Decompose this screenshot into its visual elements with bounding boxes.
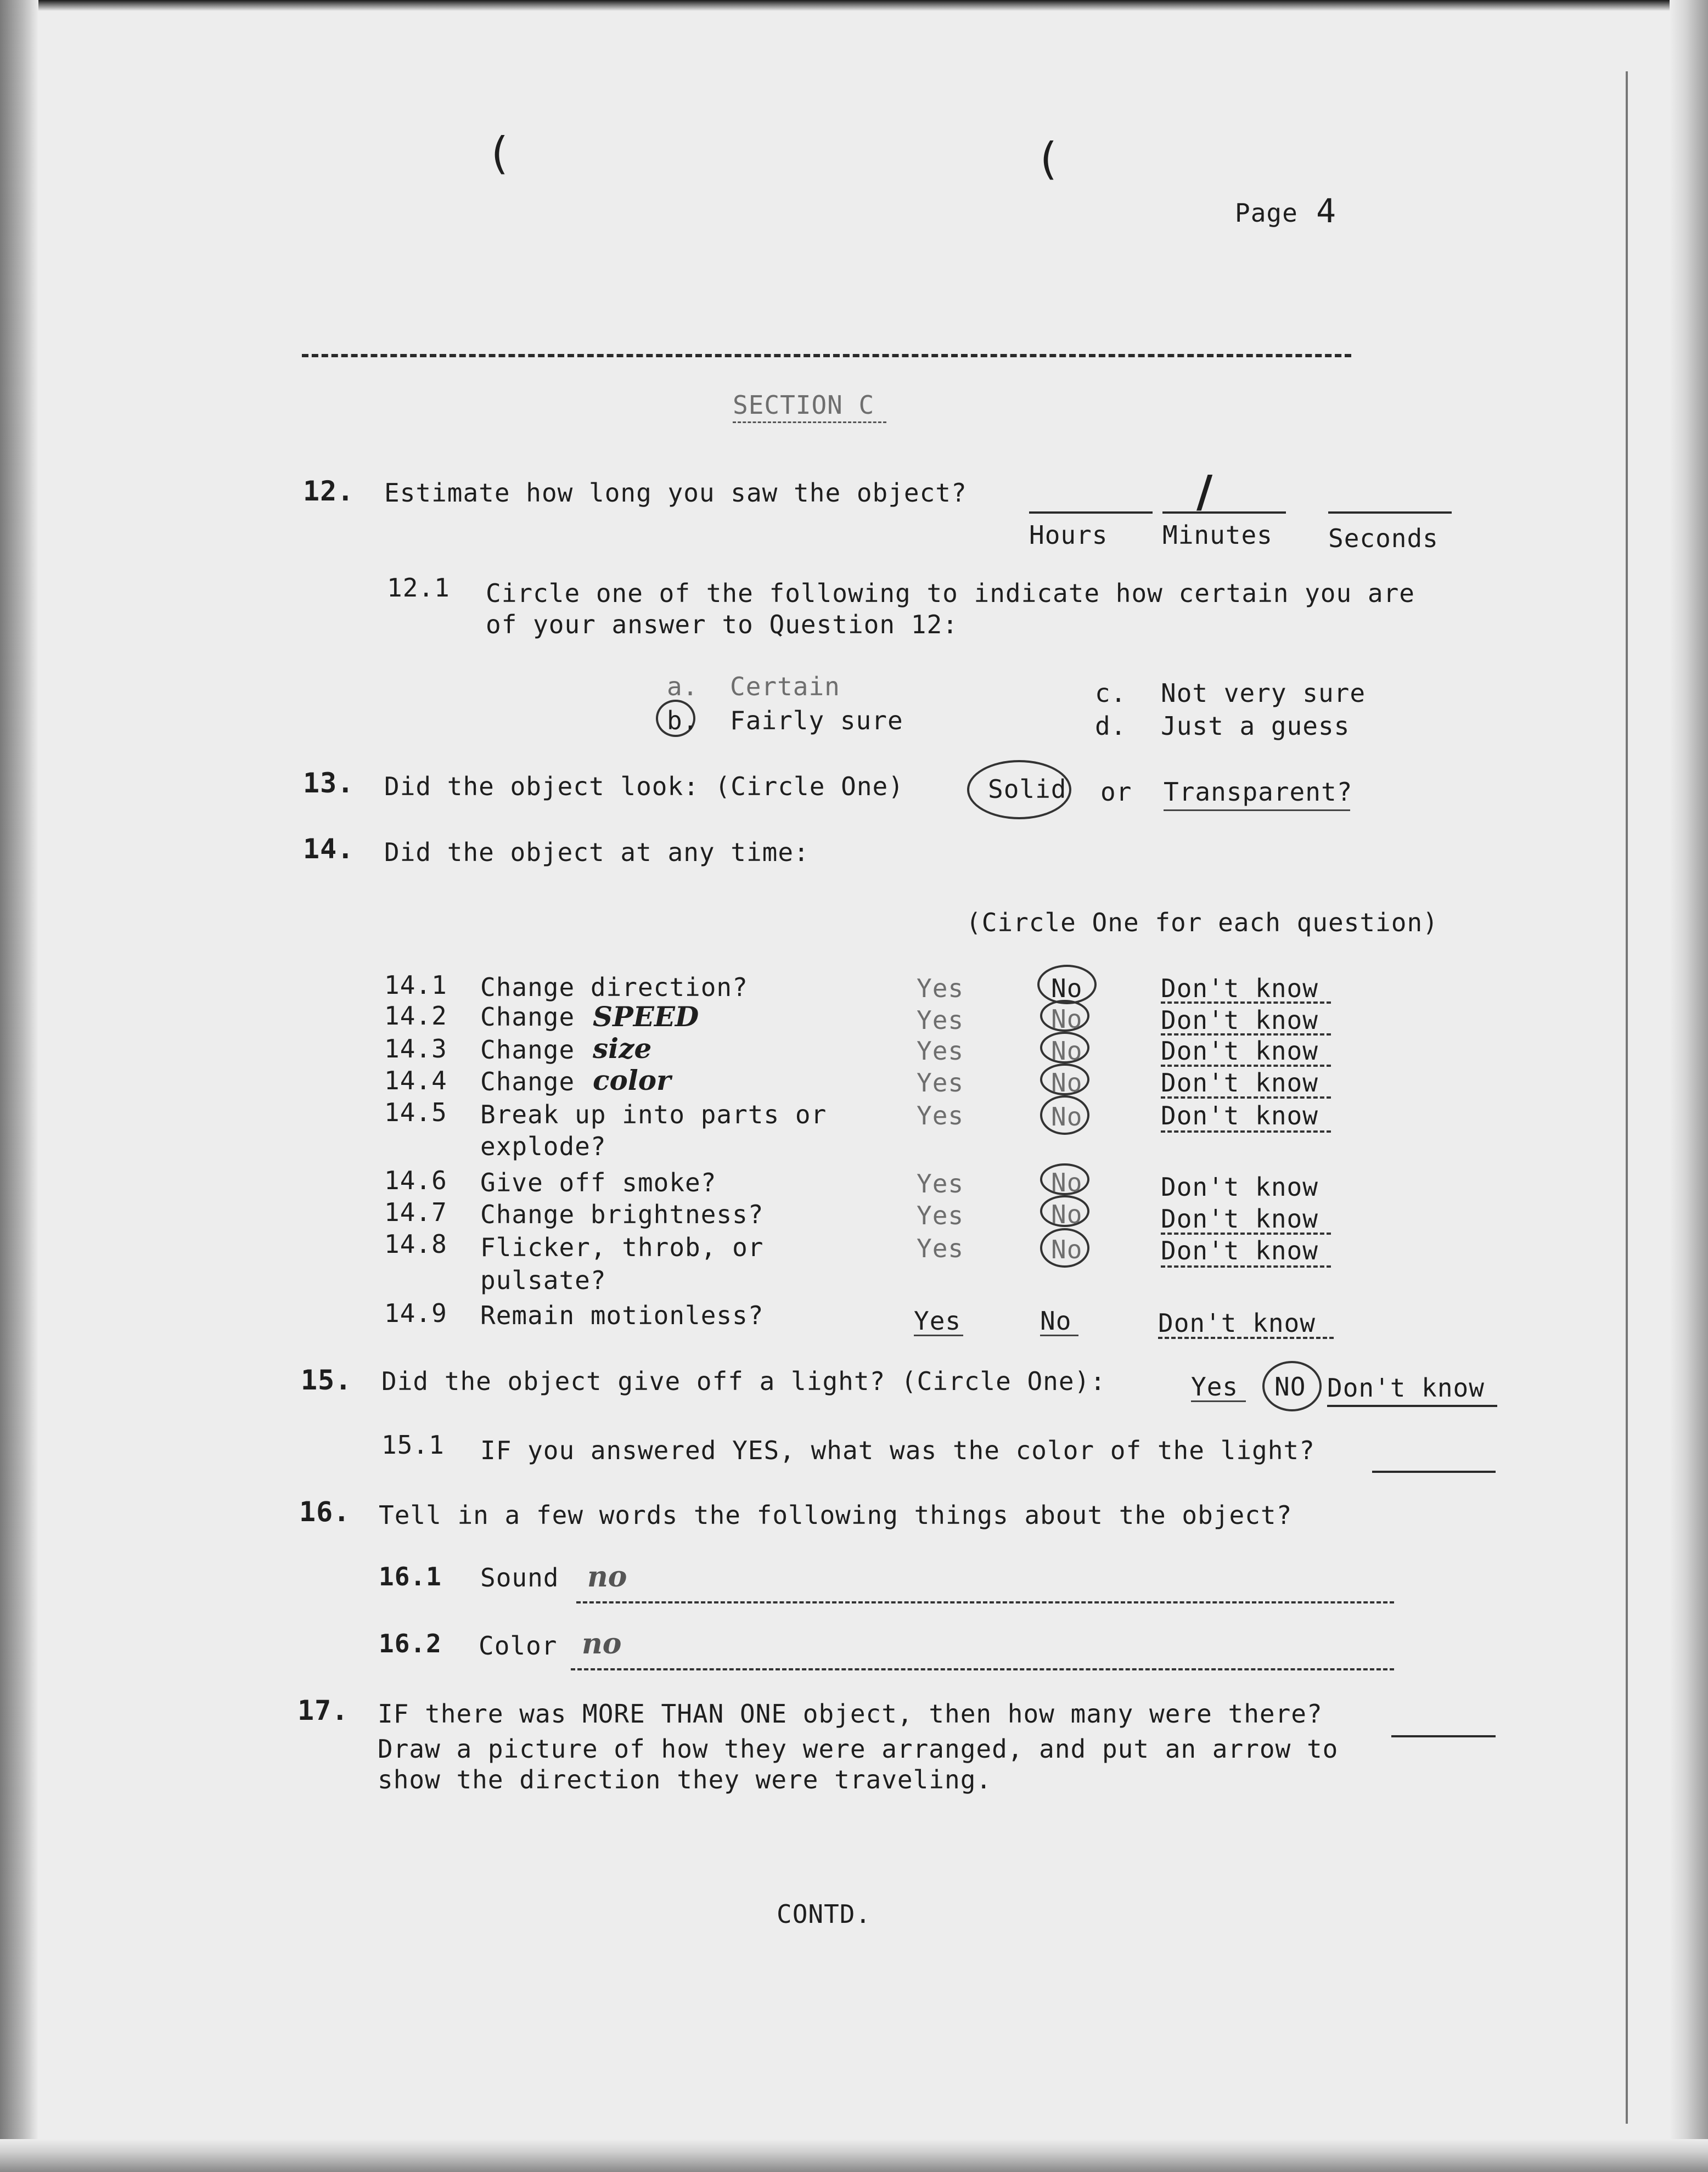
q14-9-number: 14.9 [384, 1298, 447, 1328]
q15-text: Did the object give off a light? (Circle One): [381, 1366, 1106, 1396]
q12-hours-label: Hours [1029, 520, 1108, 550]
q17-answer-blank [1391, 1735, 1496, 1737]
q14-4-handwritten: color [593, 1064, 671, 1096]
q12-minutes-blank [1162, 511, 1286, 514]
q14-7-yes: Yes [917, 1201, 964, 1230]
q14-7-dk-underline [1161, 1233, 1331, 1235]
q16-1-label: Sound [480, 1563, 559, 1593]
q14-text: Did the object at any time: [384, 837, 810, 867]
q14-9-no-underline [1040, 1335, 1078, 1336]
q12-1-option-b-text: Fairly sure [730, 706, 903, 735]
q13-number: 13. [303, 767, 355, 799]
q14-6-dk: Don't know [1161, 1172, 1318, 1202]
q12-1-line1: Circle one of the following to indicate how certain you are [486, 578, 1415, 608]
q12-1-option-c-letter: c. [1095, 678, 1127, 708]
paren-right: ( [1035, 133, 1062, 184]
q14-6-text: Give off smoke? [480, 1168, 717, 1197]
q14-2-no: No [1051, 1004, 1083, 1034]
q12-minutes-answer: / [1196, 465, 1213, 517]
q16-1-answer: no [587, 1560, 627, 1594]
q15-dk-underline [1327, 1405, 1497, 1407]
q12-text: Estimate how long you saw the object? [384, 478, 967, 508]
q12-1-line2: of your answer to Question 12: [486, 610, 958, 639]
q12-1-option-d-text: Just a guess [1161, 711, 1350, 741]
q14-4-dk-underline [1161, 1096, 1331, 1099]
right-margin-rule [1626, 71, 1628, 2124]
q16-2-number: 16.2 [379, 1629, 442, 1658]
q13-transparent-underline [1164, 809, 1350, 811]
scan-edge-bottom [0, 2139, 1708, 2172]
q14-8-dk-underline [1161, 1265, 1331, 1268]
q13-solid: Solid [988, 774, 1067, 804]
q14-4-text: Change [480, 1067, 575, 1096]
q14-6-yes: Yes [917, 1169, 964, 1198]
q15-number: 15. [301, 1364, 352, 1396]
q16-text: Tell in a few words the following things about the object? [379, 1500, 1293, 1530]
q14-1-text: Change direction? [480, 972, 748, 1002]
q12-1-option-d-letter: d. [1095, 711, 1127, 741]
q14-8-no: No [1051, 1235, 1083, 1264]
q16-number: 16. [299, 1496, 351, 1528]
q14-4-no: No [1051, 1068, 1083, 1098]
q12-seconds-label: Seconds [1328, 524, 1439, 553]
q14-4-dk: Don't know [1161, 1068, 1318, 1098]
q14-instruction: (Circle One for each question) [966, 908, 1439, 937]
q14-9-no: No [1040, 1306, 1072, 1336]
q15-yes: Yes [1191, 1372, 1239, 1402]
q15-1-answer-blank [1372, 1471, 1496, 1473]
q12-hours-blank [1029, 511, 1153, 514]
q14-4-yes: Yes [917, 1068, 964, 1098]
q14-1-no: No [1051, 974, 1083, 1003]
scan-edge-right [1670, 0, 1708, 2172]
q14-3-handwritten: size [593, 1032, 652, 1065]
q16-2-label: Color [479, 1631, 558, 1661]
q14-2-dk: Don't know [1161, 1005, 1318, 1035]
q14-9-text: Remain motionless? [480, 1301, 764, 1330]
q14-8-text: Flicker, throb, or [480, 1233, 764, 1262]
q14-1-number: 14.1 [384, 970, 447, 1000]
q14-3-text: Change [480, 1035, 575, 1065]
scan-edge-left [0, 0, 38, 2172]
q15-1-number: 15.1 [381, 1430, 445, 1460]
q14-8-yes: Yes [917, 1234, 964, 1263]
q14-7-dk: Don't know [1161, 1204, 1318, 1234]
q14-2-text: Change [480, 1002, 575, 1032]
q13-or: or [1100, 777, 1132, 807]
q14-5-dk: Don't know [1161, 1101, 1318, 1130]
q14-4-number: 14.4 [384, 1066, 447, 1095]
q14-5-text: Break up into parts or [480, 1100, 827, 1129]
q14-3-dk-underline [1161, 1065, 1331, 1067]
q14-9-yes: Yes [914, 1306, 962, 1336]
q16-2-answer: no [582, 1627, 622, 1661]
q16-1-answer-line [576, 1601, 1394, 1603]
q14-6-no: No [1051, 1168, 1083, 1197]
scan-edge-top [0, 0, 1708, 11]
q14-3-number: 14.3 [384, 1034, 447, 1064]
q12-number: 12. [303, 475, 355, 507]
q14-5-number: 14.5 [384, 1098, 447, 1127]
q12-1-option-c-text: Not very sure [1161, 678, 1366, 708]
page-number: 4 [1316, 192, 1337, 230]
q14-2-number: 14.2 [384, 1001, 447, 1031]
q14-3-yes: Yes [917, 1036, 964, 1066]
q14-2-yes: Yes [917, 1005, 964, 1035]
contd: CONTD. [777, 1899, 872, 1929]
q14-6-number: 14.6 [384, 1166, 447, 1195]
q14-5-no: No [1051, 1102, 1083, 1132]
q14-5-dk-underline [1161, 1130, 1331, 1133]
q13-transparent: Transparent? [1164, 777, 1353, 807]
q17-line1: IF there was MORE THAN ONE object, then how many were there? [378, 1699, 1323, 1729]
q12-1-option-b-letter: b. [667, 706, 699, 735]
q14-1-dk: Don't know [1161, 974, 1318, 1003]
q14-1-yes: Yes [917, 974, 964, 1003]
q14-8-number: 14.8 [384, 1229, 447, 1259]
q14-2-dk-underline [1161, 1033, 1331, 1036]
q12-1-number: 12.1 [387, 573, 450, 603]
q14-8-dk: Don't know [1161, 1236, 1318, 1265]
q17-number: 17. [297, 1695, 349, 1726]
q15-dk: Don't know [1327, 1373, 1485, 1403]
header-rule [302, 354, 1351, 357]
q16-1-number: 16.1 [379, 1562, 442, 1591]
q14-number: 14. [303, 833, 355, 865]
q14-7-number: 14.7 [384, 1197, 447, 1227]
q15-no: NO [1274, 1372, 1306, 1402]
q15-yes-underline [1191, 1400, 1246, 1402]
q14-9-dk: Don't know [1158, 1308, 1316, 1338]
q14-2-handwritten: SPEED [593, 1000, 699, 1033]
q14-9-yes-underline [914, 1335, 963, 1336]
q14-5-text2: explode? [480, 1132, 606, 1161]
section-title: SECTION C [733, 390, 875, 420]
q14-3-no: No [1051, 1036, 1083, 1066]
q14-7-no: No [1051, 1200, 1083, 1229]
page-label: Page [1235, 198, 1298, 228]
q15-1-text: IF you answered YES, what was the color of the light? [480, 1436, 1315, 1465]
q14-9-dk-underline [1158, 1337, 1334, 1339]
q16-2-answer-line [571, 1668, 1394, 1670]
q17-line3: show the direction they were traveling. [378, 1765, 992, 1794]
paren-left: ( [486, 128, 513, 179]
q12-minutes-label: Minutes [1162, 520, 1273, 550]
q13-text: Did the object look: (Circle One) [384, 772, 904, 801]
q14-3-dk: Don't know [1161, 1036, 1318, 1066]
q14-1-dk-underline [1161, 1001, 1331, 1004]
q14-8-text2: pulsate? [480, 1265, 606, 1295]
section-title-underline [733, 421, 886, 423]
q12-1-option-a-letter: a. [667, 672, 699, 701]
q14-7-text: Change brightness? [480, 1200, 764, 1229]
q17-line2: Draw a picture of how they were arranged, and put an arrow to [378, 1734, 1339, 1764]
q14-5-yes: Yes [917, 1101, 964, 1130]
q12-1-option-a-text: Certain [730, 672, 840, 701]
q12-seconds-blank [1328, 511, 1452, 514]
